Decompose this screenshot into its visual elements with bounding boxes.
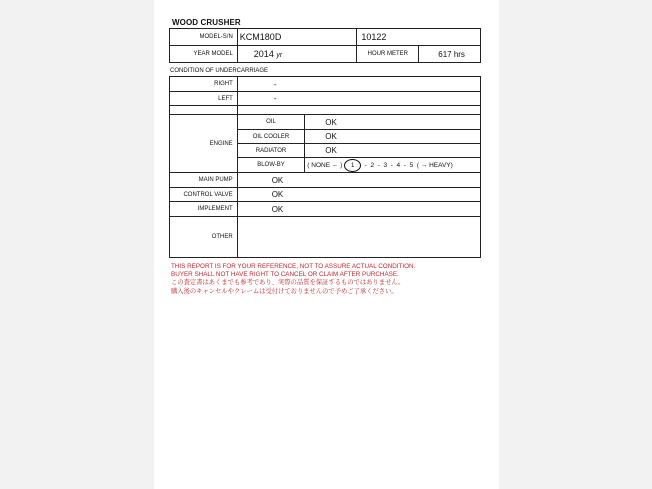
year-unit: yr	[276, 52, 283, 59]
engine-label: ENGINE	[170, 115, 238, 173]
undercarriage-heading: CONDITION OF UNDERCARRIAGE	[170, 68, 269, 74]
blowby-level-2: 2	[370, 161, 375, 169]
serial-value: 10122	[357, 29, 481, 46]
hour-value: 617 hrs	[419, 46, 481, 63]
blowby-heavy: ( → HEAVY)	[416, 161, 453, 169]
control-valve-value: OK	[237, 188, 480, 202]
report-title: WOOD CRUSHER	[172, 18, 241, 27]
header-table	[169, 28, 481, 63]
blowby-label: BLOW-BY	[237, 158, 305, 173]
model-label: MODEL-S/N	[170, 29, 238, 46]
disclaimer-line-1: THIS REPORT IS FOR YOUR REFERENCE, NOT TO ASSURE ACTUAL CONDITION.	[171, 263, 416, 270]
oil-cooler-value: OK	[305, 130, 481, 144]
left-label: LEFT	[170, 92, 238, 106]
engine-table	[169, 114, 481, 258]
main-pump-label: MAIN PUMP	[170, 173, 238, 188]
disclaimer-line-3: この査定書はあくまでも参考であり、実際の品質を保証するものではありません。	[171, 279, 405, 286]
oil-cooler-label: OIL COOLER	[237, 130, 305, 144]
year-cell	[237, 46, 357, 63]
control-valve-label: CONTROL VALVE	[170, 188, 238, 202]
right-label: RIGHT	[170, 77, 238, 92]
blowby-level-4: 4	[396, 161, 401, 169]
blowby-none: ( NONE ← )	[307, 161, 343, 169]
other-label: OTHER	[170, 217, 238, 258]
hour-label: HOUR METER	[357, 46, 419, 63]
model-value: KCM180D	[237, 29, 357, 46]
radiator-label: RADIATOR	[237, 144, 305, 158]
blowby-scale: ( NONE ← ) 1 - 2 - 3 - 4 - 5 ( → HEAVY)	[305, 158, 481, 173]
left-value: -	[237, 92, 480, 106]
oil-value: OK	[305, 115, 481, 130]
other-value	[237, 217, 480, 258]
radiator-value: OK	[305, 144, 481, 158]
right-value: -	[237, 77, 480, 92]
blowby-level-5: 5	[409, 161, 414, 169]
implement-value: OK	[237, 202, 480, 217]
undercarriage-table	[169, 76, 481, 115]
implement-label: IMPLEMENT	[170, 202, 238, 217]
blowby-level-1: 1	[344, 159, 361, 172]
year-label: YEAR MODEL	[170, 46, 238, 63]
main-pump-value: OK	[237, 173, 480, 188]
disclaimer-line-2: BUYER SHALL NOT HAVE RIGHT TO CANCEL OR CLAIM AFTER PURCHASE.	[171, 271, 399, 278]
oil-label: OIL	[237, 115, 305, 130]
year-value: 2014	[253, 49, 274, 59]
blowby-level-3: 3	[383, 161, 388, 169]
disclaimer-line-4: 購入後のキャンセルやクレームは受付けておりませんので予めご了承ください。	[171, 288, 398, 295]
